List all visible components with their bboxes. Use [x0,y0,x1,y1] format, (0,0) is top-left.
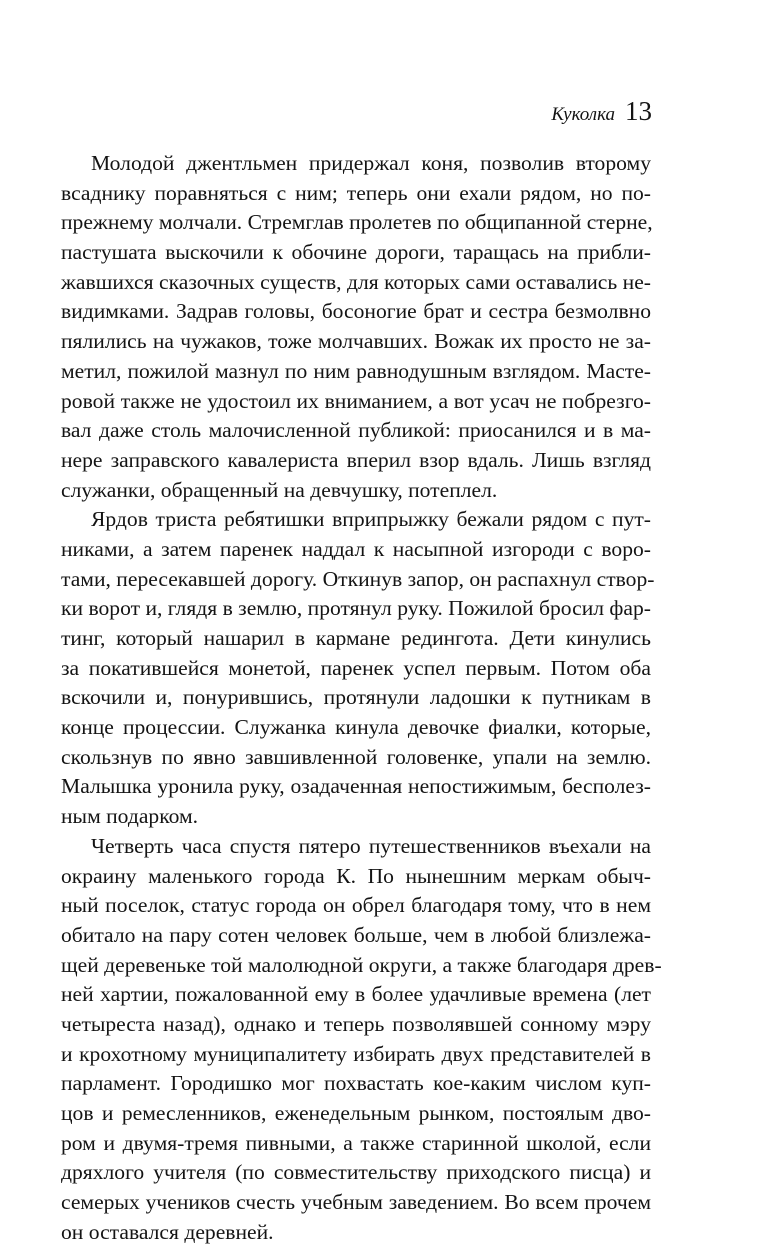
text-line: видимками. Задрав головы, босоногие брат и сестра безмолвно [61,299,651,324]
text-line: семерых учеников счесть учебным заведением. Во всем прочем [61,1190,651,1215]
text-line: Ярдов триста ребятишки вприпрыжку бежали рядом с пут- [91,507,651,532]
text-line: никами, а затем паренек наддал к насыпной изгороди с воро- [61,536,651,561]
text-line: метил, пожилой мазнул по ним равнодушным взглядом. Масте- [61,358,651,383]
text-line: цов и ремесленников, еженедельным рынком, постоялым дво- [61,1101,651,1125]
text-line: окраину маленького города К. По нынешним меркам обыч- [61,863,651,888]
text-line: ки ворот и, глядя в землю, протянул руку. Пожилой бросил фар- [61,596,651,621]
paragraph-2 [61,505,655,832]
text-line: тинг, который нашарил в кармане редингота. Дети кинулись [61,626,651,650]
text-line: четыреста назад), однако и теперь позволявшей сонному мэру [61,1011,651,1036]
text-line: парламент. Городишко мог похвастать кое-каким числом куп- [61,1071,651,1096]
body-text [61,149,662,1247]
text-line: ным подарком. [61,804,199,829]
text-line: Четверть часа спустя пятеро путешественников въехали на [91,833,651,858]
text-line: вал даже столь малочисленной публикой: приосанился и в ма- [61,418,651,443]
text-line: ный поселок, статус города он обрел благодаря тому, что в нем [61,893,651,918]
text-line: Молодой джентльмен придержал коня, позволив второму [91,151,651,175]
text-line: вскочили и, понурившись, протянули ладошки к путникам в [61,685,651,710]
running-header [551,96,652,127]
text-line: Малышка уронила руку, озадаченная непостижимым, бесполез- [61,774,651,799]
text-line: скользнув по явно завшивленной головенке, упали на землю. [61,744,651,769]
text-line: и крохотному муниципалитету избирать двух представителей в [61,1041,651,1066]
paragraph-3 [61,832,662,1247]
text-line: пялились на чужаков, тоже молчавших. Вожак их просто не за- [61,329,651,354]
text-line: обитало на пару сотен человек больше, чем в любой близлежа- [61,922,651,947]
text-line: пастушата выскочили к обочине дороги, таращась на прибли- [61,240,651,265]
paragraph-1 [61,149,651,505]
text-line: дряхлого учителя (по совместительству приходского писца) и [61,1160,651,1185]
text-line: жавшихся сказочных существ, для которых сами оставались не- [61,269,651,294]
text-line: ровой также не удостоил их вниманием, а вот усач не побрезго- [61,388,651,413]
text-line: прежнему молчали. Стремглав пролетев по общипанной стерне, [61,210,653,235]
page-number: 13 [625,96,652,126]
text-line: за покатившейся монетой, паренек успел первым. Потом оба [61,655,651,680]
text-line: нере заправского кавалериста вперил взор вдаль. Лишь взгляд [61,447,651,472]
text-line: ром и двумя-тремя пивными, а также старинной школой, если [61,1130,651,1155]
text-line: всаднику поравняться с ним; теперь они ехали рядом, но по- [61,180,651,205]
text-line: он оставался деревней. [61,1219,274,1244]
text-line: ней хартии, пожалованной ему в более удачливые времена (лет [61,982,651,1007]
running-header-title: Куколка [551,104,615,125]
text-line: служанки, обращенный на девчушку, потеплел. [61,477,498,502]
text-line: тами, пересекавшей дорогу. Откинув запор, он распахнул створ- [61,566,655,591]
text-line: щей деревеньке той малолюдной округи, а также благодаря древ- [61,952,662,977]
text-line: конце процессии. Служанка кинула девочке фиалки, которые, [61,715,651,740]
